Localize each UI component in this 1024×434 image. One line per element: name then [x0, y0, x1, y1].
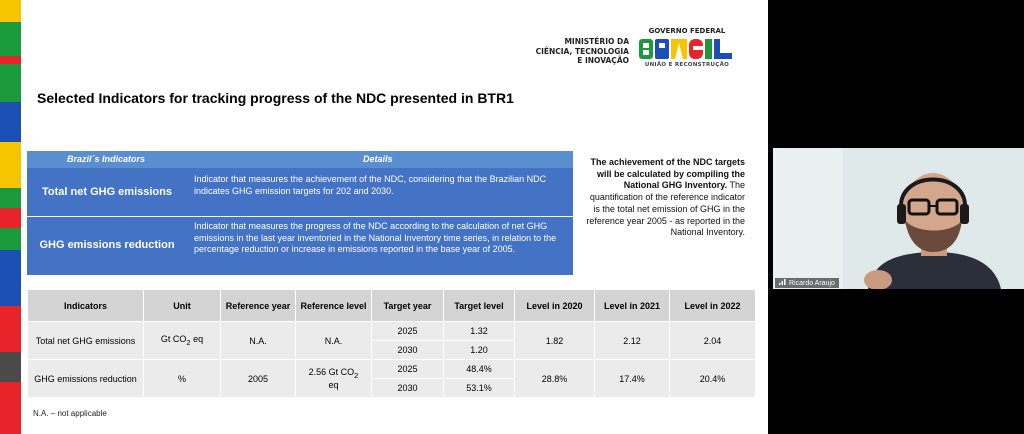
- indicator-name: Total net GHG emissions: [42, 186, 172, 198]
- indicators-description-table: [27, 151, 573, 275]
- footnote: N.A. – not applicable: [33, 409, 107, 418]
- gov-top-text: GOVERNO FEDERAL: [648, 27, 726, 35]
- indicator-row-total-net: [27, 168, 573, 216]
- col-header: Level in 2022: [670, 290, 756, 322]
- participant-video-feed: [773, 148, 1024, 289]
- col-header: Reference level: [296, 290, 372, 322]
- unit-cell: %: [144, 360, 221, 398]
- header-brazil-indicators: Brazil´s Indicators: [67, 154, 146, 164]
- table-row: [28, 322, 756, 341]
- target-year-cell: 2025: [372, 322, 444, 341]
- government-logo: [637, 27, 737, 68]
- indicator-cell: Total net GHG emissions: [28, 322, 144, 360]
- col-header: Level in 2021: [595, 290, 670, 322]
- level-2022-cell: 2.04: [670, 322, 756, 360]
- participant-name-tag: [775, 278, 839, 288]
- side-note-bold: The achievement of the NDC targets will be calculated by compiling the National GHG Inventory.: [590, 157, 745, 191]
- col-header: Target level: [444, 290, 515, 322]
- target-level-cell: 48.4%: [444, 360, 515, 379]
- level-2021-cell: 2.12: [595, 322, 670, 360]
- indicator-name: GHG emissions reduction: [39, 239, 175, 251]
- indicator-cell: GHG emissions reduction: [28, 360, 144, 398]
- indicator-details: Indicator that measures the progress of the NDC according to the calculation of net GHG emissions in the last year inventoried in the National Inventory time series, in relation to the percentage reduction or increase in emissions reported in the base year of 2005.: [194, 221, 557, 255]
- header-details: Details: [363, 154, 393, 164]
- participant-video-tile[interactable]: [773, 148, 1024, 289]
- side-note-text: The quantification of the reference indicator is the total net emission of GHG in the reference year 2005 - as reported in the National Inventory.: [586, 180, 745, 238]
- level-2021-cell: 17.4%: [595, 360, 670, 398]
- decorative-color-stripe: [0, 0, 21, 434]
- ministry-line-2: CIÊNCIA, TECNOLOGIA: [535, 46, 629, 56]
- ministry-line-1: MINISTÉRIO DA: [564, 37, 629, 46]
- ministry-logo-text: [520, 37, 629, 66]
- signal-bars-icon: [779, 279, 786, 285]
- table-row: [28, 360, 756, 379]
- col-header: Indicators: [28, 290, 144, 322]
- reference-level-cell: N.A.: [296, 322, 372, 360]
- target-level-cell: 1.32: [444, 322, 515, 341]
- level-2022-cell: 20.4%: [670, 360, 756, 398]
- col-header: Unit: [144, 290, 221, 322]
- indicators-data-table: [27, 289, 756, 398]
- brasil-logo-icon: [639, 37, 735, 61]
- target-level-cell: 53.1%: [444, 379, 515, 398]
- unit-cell: Gt $CO_2$ eq: [144, 322, 221, 360]
- col-header: Reference year: [221, 290, 296, 322]
- indicator-details: Indicator that measures the achievement of the NDC, considering that the Brazilian NDC indicates GHG emission targets for 202 and 2030.: [194, 174, 547, 196]
- reference-year-cell: 2005: [221, 360, 296, 398]
- target-year-cell: 2025: [372, 360, 444, 379]
- target-year-cell: 2030: [372, 379, 444, 398]
- col-header: Level in 2020: [515, 290, 595, 322]
- reference-level-cell: 2.56 Gt $CO_2$ eq: [296, 360, 372, 398]
- indicator-row-reduction: [27, 217, 573, 275]
- gov-bottom-text: UNIÃO E RECONSTRUÇÃO: [644, 62, 730, 68]
- slide-title: Selected Indicators for tracking progress of the NDC presented in BTR1: [37, 90, 514, 106]
- participant-name: Ricardo Araujo: [789, 280, 835, 287]
- col-header: Target year: [372, 290, 444, 322]
- side-note: [583, 157, 745, 239]
- table-header-row: [28, 290, 756, 322]
- indicators-table-header: [27, 151, 573, 168]
- level-2020-cell: 1.82: [515, 322, 595, 360]
- target-year-cell: 2030: [372, 341, 444, 360]
- level-2020-cell: 28.8%: [515, 360, 595, 398]
- ministry-line-3: E INOVAÇÃO: [577, 56, 629, 65]
- target-level-cell: 1.20: [444, 341, 515, 360]
- reference-year-cell: N.A.: [221, 322, 296, 360]
